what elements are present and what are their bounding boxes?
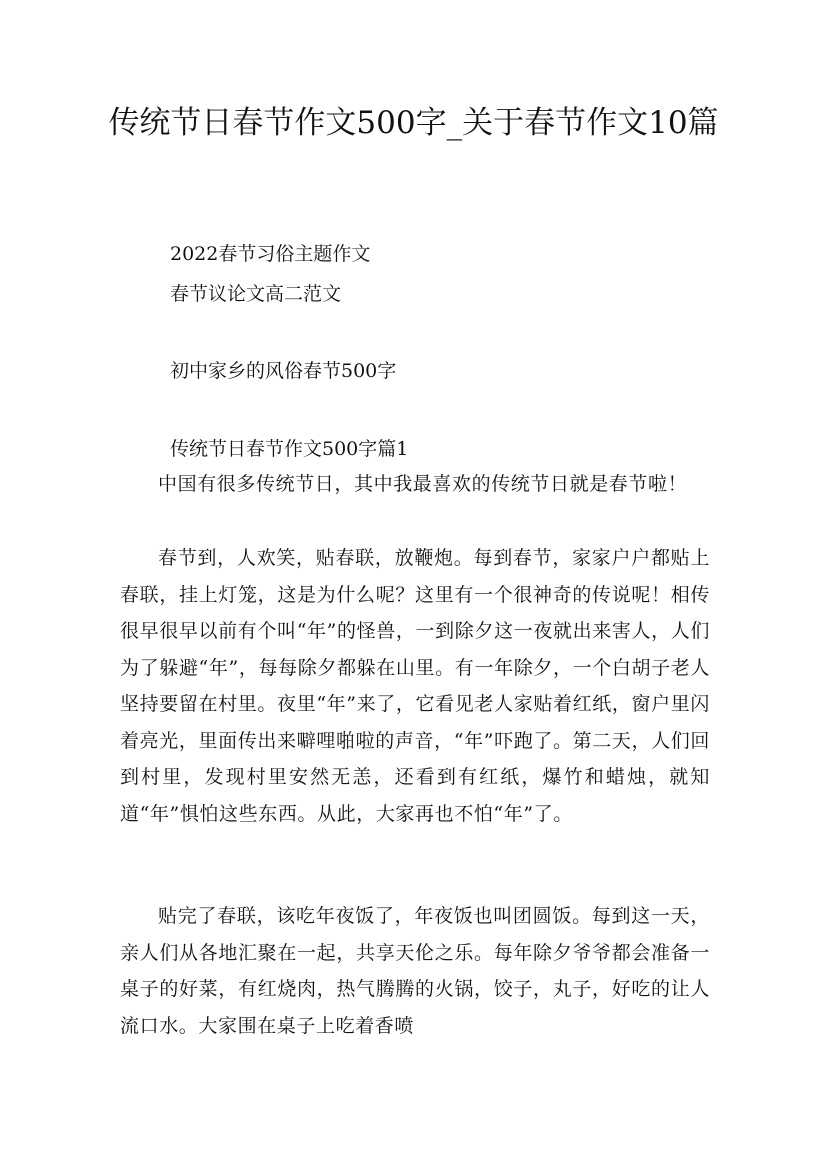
related-article-1: 2022春节习俗主题作文 [170, 243, 371, 265]
paragraph-2: 春节到，人欢笑，贴春联，放鞭炮。每到春节，家家户户都贴上春联，挂上灯笼，这是为什么呢？这里有一个很神奇的传说呢！相传很早很早以前有个叫“年”的怪兽，一到除夕这一夜就出来害人，人们为了躲避“年”，每每除夕都躲在山里。有一年除夕，一个白胡子老人坚持要留在村里。夜里“年”来了，它看见老人家贴着红纸，窗户里闪着亮光，里面传出来噼哩啪啦的声音，“年”吓跑了。第二天，人们回到村里，发现村里安然无恙，还看到有红纸，爆竹和蜡烛，就知道“年”惧怕这些东西。从此，大家再也不怕“年”了。 [120, 547, 710, 825]
related-article-3: 初中家乡的风俗春节500字 [170, 360, 397, 382]
related-article-2: 春节议论文高二范文 [170, 283, 342, 305]
section-heading: 传统节日春节作文500字篇1 [170, 438, 409, 460]
paragraph-1: 中国有很多传统节日，其中我最喜欢的传统节日就是春节啦！ [158, 473, 688, 495]
paragraph-3: 贴完了春联，该吃年夜饭了，年夜饭也叫团圆饭。每到这一天，亲人们从各地汇聚在一起，共享天伦之乐。每年除夕爷爷都会准备一桌子的好菜，有红烧肉，热气腾腾的火锅，饺子，丸子，好吃的让人流口水。大家围在桌子上吃着香喷 [120, 905, 710, 1037]
document-title: 传统节日春节作文500字_关于春节作文10篇 [108, 105, 719, 141]
